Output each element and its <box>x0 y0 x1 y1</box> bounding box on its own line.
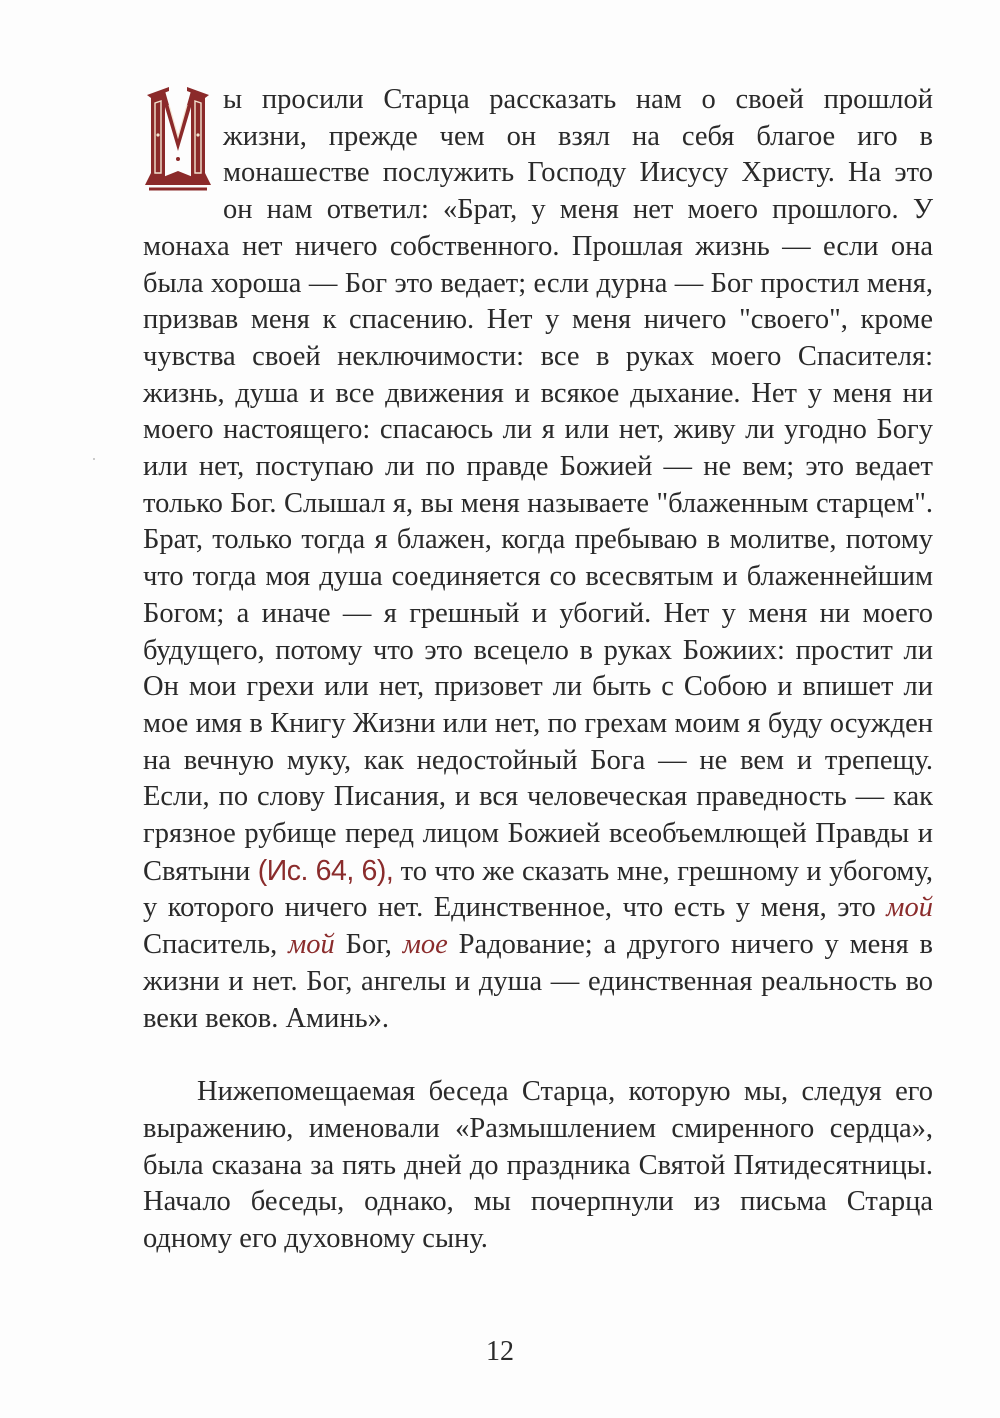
drop-cap-letter-m-icon <box>143 85 213 193</box>
body-text <box>143 82 933 1258</box>
paragraph-1-after-reference: то что же сказать мне, грешному и убогому, у которого ничего нет. Единственное, что есть у меня, это <box>143 855 933 924</box>
paragraph-1 <box>143 82 933 1037</box>
page-number: 12 <box>486 1336 514 1367</box>
scripture-reference: (Ис. 64, 6), <box>257 854 394 887</box>
scan-speck <box>93 458 95 460</box>
paragraph-gap <box>143 1037 933 1074</box>
emphasis-moi-2: мой <box>288 929 335 961</box>
paragraph-1-lead: ы просили Старца рассказать нам о своей прошлой жизни, прежде чем он взял на себя благое иго в монашестве послужить Господу Иисусу Христу. На это он нам ответил: «Брат, у меня нет моего прошлого. У монаха нет ничего собственного. Прошлая жизнь — если она была хороша — Бог это ведает; если дурна — Бог простил меня, призвав меня к спасению. Нет у меня ничего "своего", кроме чувства своей неключимости: все в руках моего Спасителя: жизнь, душа и все движения и всякое дыхание. Нет у меня ни моего настоящего: спасаюсь ли я или нет, живу ли угодно Богу или нет, поступаю ли по правде Божией — не вем; это ведает только Бог. Слышал я, вы меня называете "блаженным старцем". Брат, только тогда я блажен, когда пребываю в молитве, потому что тогда моя душа соединяется со всесвятым и блаженнейшим Богом; а иначе — я грешный и убогий. Нет у меня ни моего будущего, потому что это всецело в руках Божиих: простит ли Он мои грехи или нет, призовет ли быть с Собою и впишет ли мое имя в Книгу Жизни или нет, по грехам моим я буду осужден на вечную муку, как недостойный Бога — не вем и трепещу. Если, по слову Писания, и вся человеческая праведность — как грязное рубище перед лицом Божией всеобъемлющей Правды и Святыни <box>143 84 933 887</box>
paragraph-1-text-c: Радование; а другого ничего у меня в жизни и нет. Бог, ангелы и душа — единственная реальность во веки веков. Аминь». <box>143 929 933 1034</box>
emphasis-moi-1: мой <box>886 892 933 924</box>
paragraph-2: Нижепомещаемая беседа Старца, которую мы, следуя его выражению, именовали «Размышлением смиренного сердца», была сказана за пять дней до праздника Святой Пятидесятницы. Начало беседы, однако, мы почерпнули из письма Старца одному его духовному сыну. <box>143 1076 933 1255</box>
drop-cap-initial <box>143 85 213 193</box>
paragraph-1-text-b: Бог, <box>334 929 403 961</box>
emphasis-moe: мое <box>402 929 448 961</box>
paragraph-1-text-a: Спаситель, <box>143 929 289 961</box>
